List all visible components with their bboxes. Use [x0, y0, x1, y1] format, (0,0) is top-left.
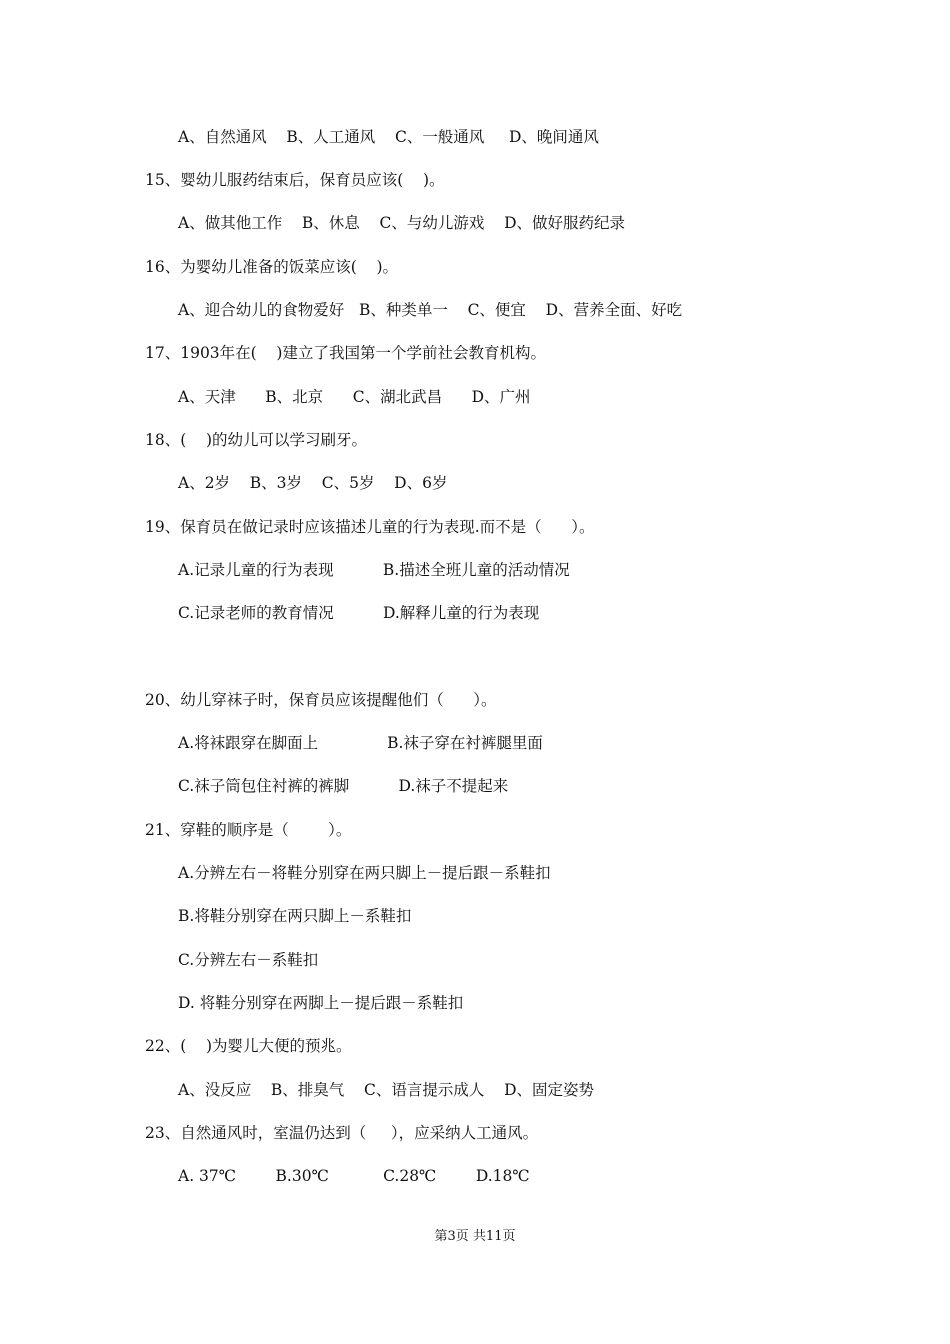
- options-q19-cd: C.记录老师的教育情况 D.解释儿童的行为表现: [178, 604, 540, 622]
- question-21: 21、穿鞋的顺序是（ ）。: [145, 821, 352, 839]
- option-q21-a: A.分辨左右－将鞋分别穿在两只脚上－提后跟－系鞋扣: [178, 864, 551, 882]
- options-q20-cd: C.袜子筒包住衬裤的裤脚 D.袜子不提起来: [178, 777, 509, 795]
- question-22: 22、( )为婴儿大便的预兆。: [145, 1037, 352, 1055]
- options-q23: A. 37℃ B.30℃ C.28℃ D.18℃: [178, 1167, 530, 1185]
- question-18: 18、( )的幼儿可以学习刷牙。: [145, 431, 368, 449]
- question-20: 20、幼儿穿袜子时，保育员应该提醒他们（ ）。: [145, 691, 497, 709]
- options-q15: A、做其他工作 B、休息 C、与幼儿游戏 D、做好服药纪录: [178, 214, 625, 232]
- options-q19-ab: A.记录儿童的行为表现 B.描述全班儿童的活动情况: [178, 561, 570, 579]
- options-q18: A、2岁 B、3岁 C、5岁 D、6岁: [178, 474, 448, 492]
- options-q20-ab: A.将袜跟穿在脚面上 B.袜子穿在衬裤腿里面: [178, 734, 543, 752]
- question-15: 15、婴幼儿服药结束后，保育员应该( )。: [145, 171, 445, 189]
- option-q21-c: C.分辨左右－系鞋扣: [178, 951, 319, 969]
- options-q16: A、迎合幼儿的食物爱好 B、种类单一 C、便宜 D、营养全面、好吃: [178, 301, 683, 319]
- options-q14: A、自然通风 B、人工通风 C、一般通风 D、晚间通风: [178, 128, 599, 146]
- page-number-footer: 第3页 共11页: [434, 1229, 516, 1244]
- option-q21-d: D. 将鞋分别穿在两脚上－提后跟－系鞋扣: [178, 994, 464, 1012]
- question-17: 17、1903年在( )建立了我国第一个学前社会教育机构。: [145, 344, 546, 362]
- question-19: 19、保育员在做记录时应该描述儿童的行为表现.而不是（ ）。: [145, 518, 595, 536]
- question-16: 16、为婴幼儿准备的饭菜应该( )。: [145, 258, 399, 276]
- options-q22: A、没反应 B、排臭气 C、语言提示成人 D、固定姿势: [178, 1081, 594, 1099]
- question-23: 23、自然通风时，室温仍达到（ ），应采纳人工通风。: [145, 1124, 539, 1142]
- options-q17: A、天津 B、北京 C、湖北武昌 D、广州: [178, 388, 531, 406]
- option-q21-b: B.将鞋分别穿在两只脚上－系鞋扣: [178, 907, 412, 925]
